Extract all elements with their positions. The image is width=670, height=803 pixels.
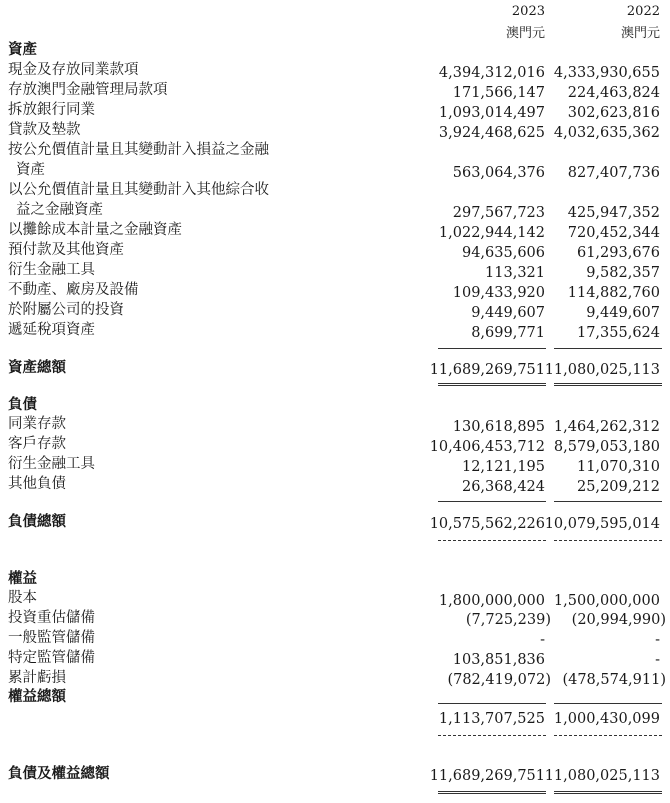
equity-label: 特定監管儲備 [8,650,95,666]
equity-label: 累計虧損 [8,670,66,686]
dashed-rule [554,540,662,541]
liability-label: 客戶存款 [8,436,66,452]
liability-value-2023: 12,121,195 [461,459,545,475]
dashed-rule [554,735,662,736]
equity-value-2022: - [655,632,660,648]
asset-value-2023: 563,064,376 [452,165,545,181]
equity-value-2022: 1,500,000,000 [553,593,660,609]
equity-value-2022: - [655,652,660,668]
total-double-rule [554,383,662,386]
grand-total-2022: 11,080,025,113 [544,768,660,784]
col1-unit: 澳門元 [505,26,545,41]
assets-total-label: 資產總額 [8,359,66,376]
equity-label: 一般監管儲備 [8,630,95,646]
asset-value-2022: 302,623,816 [567,105,660,121]
asset-value-2022: 827,407,736 [567,165,660,181]
asset-label: 不動產、廠房及設備 [8,282,139,298]
asset-value-2023: 171,566,147 [452,85,545,101]
asset-label: 按公允價值計量且其變動計入損益之金融 [8,142,269,158]
asset-label-continued: 資產 [16,162,45,178]
asset-label: 於附屬公司的投資 [8,302,124,318]
subtotal-rule [554,348,662,349]
col2-unit: 澳門元 [620,26,660,41]
equity-total-2023: 1,113,707,525 [438,711,545,727]
subtotal-rule [438,703,546,704]
total-double-rule [438,383,546,386]
asset-value-2022: 4,333,930,655 [553,65,660,81]
liability-value-2022: 8,579,053,180 [553,439,660,455]
equity-label: 股本 [8,590,37,606]
asset-value-2023: 109,433,920 [452,285,545,301]
asset-value-2022: 17,355,624 [576,325,660,341]
asset-value-2022: 114,882,760 [567,285,660,301]
liabilities-title: 負債 [8,396,37,413]
asset-value-2023: 9,449,607 [471,305,545,321]
equity-value-2022: (478,574,911) [562,672,666,688]
asset-label: 以攤餘成本計量之金融資產 [8,222,182,238]
grand-total-label: 負債及權益總額 [8,765,110,782]
subtotal-rule [554,703,662,704]
equity-title: 權益 [8,570,37,587]
subtotal-rule [554,501,662,502]
liability-value-2023: 26,368,424 [461,479,545,495]
equity-value-2023: 1,800,000,000 [438,593,545,609]
asset-value-2022: 720,452,344 [567,225,660,241]
asset-label: 現金及存放同業款項 [8,62,139,78]
equity-label: 投資重估儲備 [8,610,95,626]
asset-value-2023: 4,394,312,016 [438,65,545,81]
asset-value-2023: 1,093,014,497 [438,105,545,121]
assets-title: 資產 [8,41,37,58]
liability-value-2023: 10,406,453,712 [429,439,545,455]
liabilities-total-2022: 10,079,595,014 [544,516,660,532]
liabilities-total-label: 負債總額 [8,513,66,530]
asset-label: 存放澳門金融管理局款項 [8,82,168,98]
asset-label: 以公允價值計量且其變動計入其他綜合收 [8,182,269,198]
total-double-rule [438,791,546,794]
assets-total-2023: 11,689,269,751 [429,362,545,378]
equity-value-2023: (782,419,072) [447,672,551,688]
asset-value-2023: 297,567,723 [452,205,545,221]
col2-year: 2022 [626,4,660,19]
liability-label: 衍生金融工具 [8,456,95,472]
asset-value-2023: 113,321 [485,265,545,281]
equity-total-2022: 1,000,430,099 [553,711,660,727]
liability-label: 同業存款 [8,416,66,432]
liability-label: 其他負債 [8,476,66,492]
liabilities-total-2023: 10,575,562,226 [429,516,545,532]
subtotal-rule [438,501,546,502]
asset-label-continued: 益之金融資產 [16,202,103,218]
total-double-rule [554,791,662,794]
asset-value-2022: 9,582,357 [586,265,660,281]
liability-value-2022: 1,464,262,312 [553,419,660,435]
asset-value-2022: 61,293,676 [576,245,660,261]
assets-total-2022: 11,080,025,113 [544,362,660,378]
asset-label: 貸款及墊款 [8,122,81,138]
asset-label: 拆放銀行同業 [8,102,95,118]
liability-value-2022: 25,209,212 [576,479,660,495]
asset-value-2022: 4,032,635,362 [553,125,660,141]
dashed-rule [438,540,546,541]
asset-label: 遞延稅項資產 [8,322,95,338]
asset-value-2023: 94,635,606 [461,245,545,261]
grand-total-2023: 11,689,269,751 [429,768,545,784]
equity-value-2022: (20,994,990) [571,612,666,628]
asset-label: 預付款及其他資產 [8,242,124,258]
col1-year: 2023 [511,4,545,19]
equity-value-2023: 103,851,836 [452,652,545,668]
equity-value-2023: - [540,632,545,648]
asset-value-2022: 425,947,352 [567,205,660,221]
liability-value-2022: 11,070,310 [576,459,660,475]
asset-label: 衍生金融工具 [8,262,95,278]
asset-value-2022: 224,463,824 [567,85,660,101]
liability-value-2023: 130,618,895 [452,419,545,435]
asset-value-2023: 3,924,468,625 [438,125,545,141]
dashed-rule [438,735,546,736]
subtotal-rule [438,348,546,349]
equity-value-2023: (7,725,239) [465,612,551,628]
equity-total-label: 權益總額 [8,688,66,705]
asset-value-2023: 8,699,771 [471,325,545,341]
asset-value-2022: 9,449,607 [586,305,660,321]
asset-value-2023: 1,022,944,142 [438,225,545,241]
